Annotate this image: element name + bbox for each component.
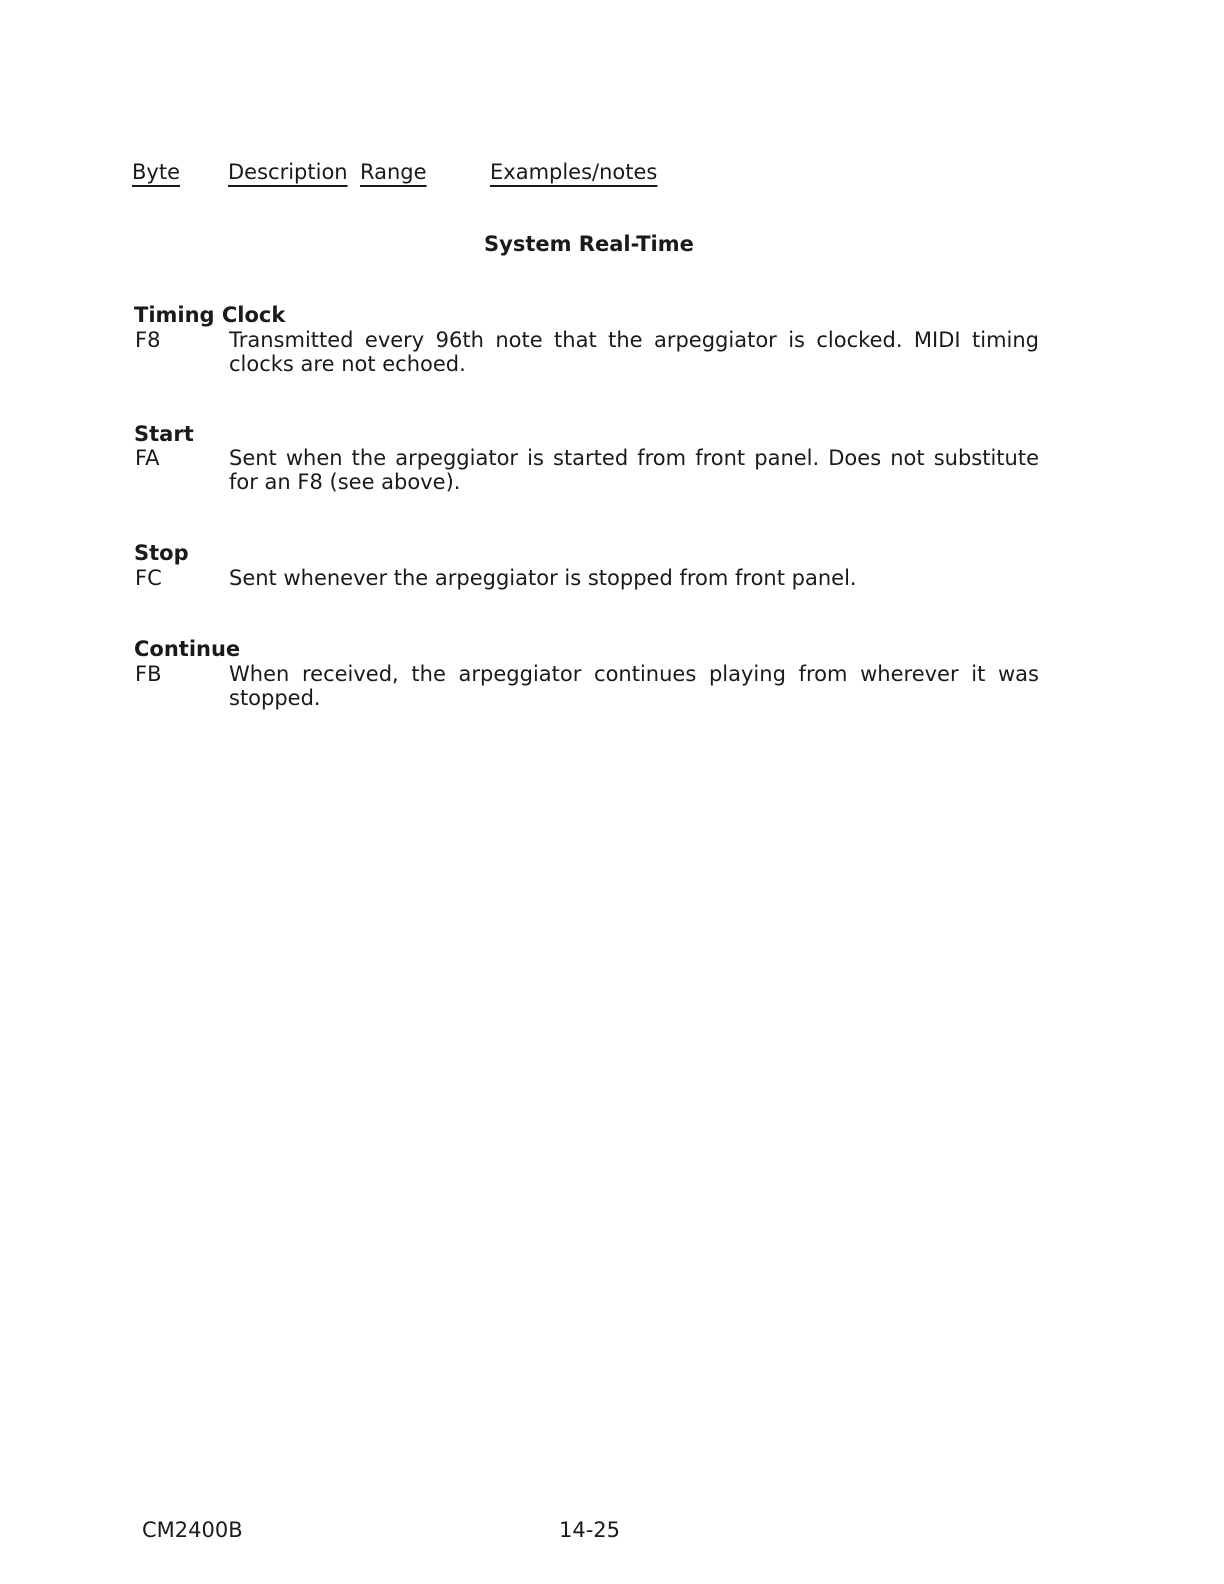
- entry-title-timing-clock: Timing Clock: [134, 303, 286, 327]
- entry-code-continue: FB: [135, 662, 162, 686]
- entry-title-start: Start: [134, 422, 194, 446]
- entry-title-continue: Continue: [134, 637, 241, 661]
- entry-text-stop: Sent whenever the arpeggiator is stopped from front panel.: [229, 566, 857, 590]
- entry-code-timing-clock: F8: [135, 328, 161, 352]
- column-header-examples: Examples/notes: [490, 160, 658, 184]
- footer-page-number: 14-25: [559, 1518, 621, 1542]
- entry-text-start: Sent when the arpeggiator is started from front panel. Does not substitute for an F8 (see above).: [229, 446, 1039, 494]
- entry-code-stop: FC: [135, 566, 162, 590]
- section-title: System Real-Time: [484, 232, 694, 256]
- entry-text-timing-clock: Transmitted every 96th note that the arpeggiator is clocked. MIDI timing clocks are not echoed.: [229, 328, 1039, 376]
- footer-doc-id: CM2400B: [142, 1518, 243, 1542]
- entry-text-continue: When received, the arpeggiator continues playing from wherever it was stopped.: [229, 662, 1039, 710]
- column-header-description: Description: [228, 160, 348, 184]
- column-header-byte: Byte: [132, 160, 180, 184]
- entry-title-stop: Stop: [134, 541, 189, 565]
- column-header-range: Range: [360, 160, 427, 184]
- entry-code-start: FA: [135, 446, 160, 470]
